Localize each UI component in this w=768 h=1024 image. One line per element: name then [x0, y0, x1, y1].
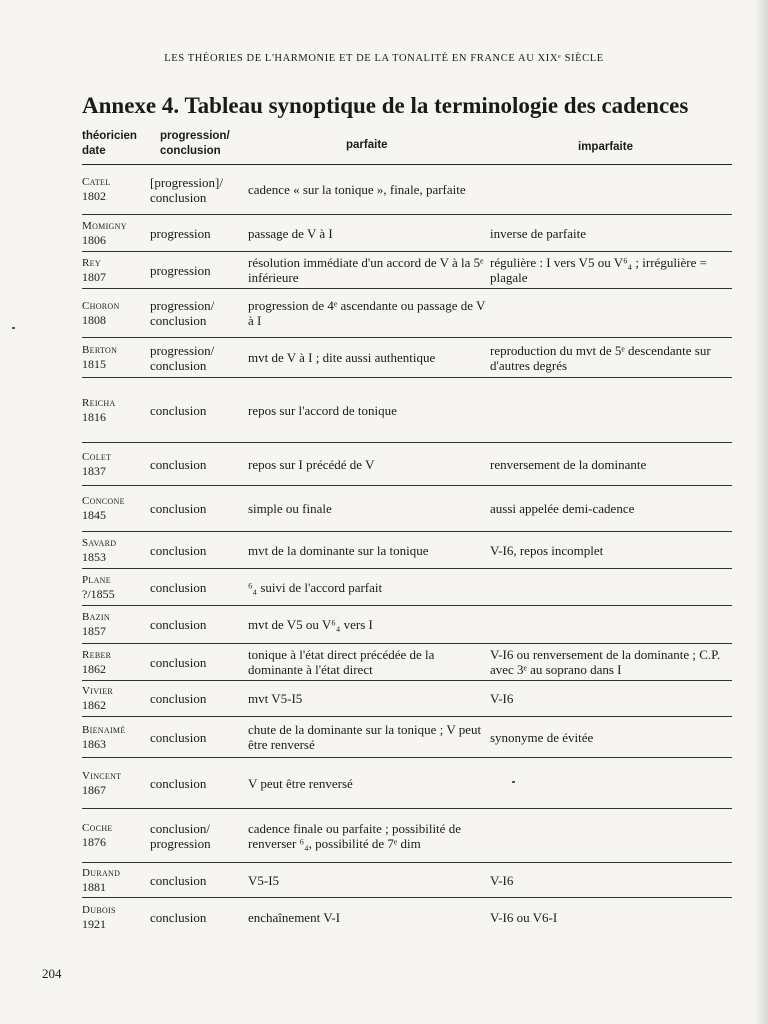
- progression-cell: conclusion: [150, 456, 207, 472]
- parfaite-cell: mvt de la dominante sur la tonique: [248, 542, 429, 558]
- header-imparfaite: imparfaite: [578, 141, 633, 153]
- parfaite-cell: repos sur l'accord de tonique: [248, 402, 397, 418]
- imparfaite-cell: V-I6 ou V6-I: [490, 909, 558, 925]
- theorist-name: Dubois: [82, 903, 116, 916]
- table-row: [82, 863, 732, 898]
- imparfaite-cell: V-I6, repos incomplet: [490, 542, 604, 558]
- parfaite-cell: progression de 4ᵉ ascendante ou passage de V à I: [248, 298, 486, 328]
- theorist-name: Coche: [82, 822, 113, 834]
- theorist-date: 1863: [82, 736, 106, 751]
- imparfaite-cell: V-I6: [490, 691, 514, 706]
- imparfaite-cell: aussi appelée demi-cadence: [490, 501, 635, 516]
- table-row: [82, 644, 732, 681]
- parfaite-cell: mvt de V5 ou V⁶₄ vers I: [248, 617, 373, 632]
- parfaite-cell: tonique à l'état direct précédée de la dominante à l'état direct: [248, 647, 435, 677]
- theorist-name: Momigny: [82, 219, 127, 232]
- table-row: [82, 289, 732, 338]
- theorist-name: Concone: [82, 495, 125, 507]
- progression-cell: conclusion/ progression: [150, 820, 211, 851]
- progression-cell: conclusion: [150, 691, 207, 706]
- theorist-date: 1807: [82, 269, 106, 284]
- table-row: [82, 532, 732, 569]
- parfaite-cell: repos sur I précédé de V: [248, 456, 375, 472]
- theorist-name: Berton: [82, 344, 118, 356]
- imparfaite-cell: V-I6 ou renversement de la dominante ; C.P. avec 3ᵉ au soprano dans I: [490, 647, 721, 677]
- theorist-name: Rey: [82, 256, 101, 269]
- parfaite-cell: mvt V5-I5: [248, 691, 303, 706]
- parfaite-cell: ⁶₄ suivi de l'accord parfait: [248, 579, 383, 595]
- theorist-date: 1802: [82, 189, 106, 203]
- progression-cell: progression/ conclusion: [150, 298, 215, 328]
- theorist-date: 1862: [82, 698, 106, 712]
- table-row: [82, 898, 732, 936]
- table-row: [82, 717, 732, 758]
- table-row: [82, 378, 732, 443]
- imparfaite-cell: [490, 606, 732, 643]
- theorist-name: Catel: [82, 176, 111, 188]
- theorist-date: 1862: [82, 661, 106, 676]
- imparfaite-cell: [490, 809, 732, 862]
- parfaite-cell: passage de V à I: [248, 225, 333, 241]
- table-row: [82, 443, 732, 486]
- scan-speck: [12, 327, 15, 329]
- table-row: [82, 252, 732, 289]
- imparfaite-cell: [490, 165, 732, 214]
- progression-cell: progression: [150, 262, 211, 278]
- progression-cell: conclusion: [150, 729, 207, 745]
- theorist-name: Choron: [82, 299, 120, 312]
- parfaite-cell: V peut être renversé: [248, 775, 353, 791]
- table-row: [82, 486, 732, 532]
- theorist-date: ?/1855: [82, 586, 115, 601]
- header-theoricien-date: théoricien date: [82, 130, 137, 157]
- imparfaite-cell: inverse de parfaite: [490, 225, 587, 241]
- parfaite-cell: mvt de V à I ; dite aussi authentique: [248, 350, 436, 365]
- theorist-date: 1815: [82, 357, 106, 371]
- imparfaite-cell: renversement de la dominante: [490, 456, 647, 472]
- parfaite-cell: V5-I5: [248, 872, 280, 888]
- theorist-date: 1845: [82, 508, 106, 522]
- progression-cell: conclusion: [150, 501, 207, 516]
- theorist-name: Bazin: [82, 611, 110, 623]
- progression-cell: conclusion: [150, 402, 207, 418]
- progression-cell: conclusion: [150, 872, 207, 888]
- parfaite-cell: cadence finale ou parfaite ; possibilité de renverser ⁶₄, possibilité de 7ᵉ dim: [248, 820, 461, 851]
- table-header: [82, 128, 732, 165]
- progression-cell: conclusion: [150, 579, 207, 595]
- theorist-name: Colet: [82, 450, 112, 463]
- theorist-name: Durand: [82, 866, 121, 879]
- imparfaite-cell: V-I6: [490, 872, 514, 888]
- imparfaite-cell: reproduction du mvt de 5ᵉ descendante sur d'autres degrés: [490, 342, 711, 373]
- progression-cell: conclusion: [150, 909, 207, 925]
- theorist-name: Savard: [82, 536, 117, 549]
- table-row: [82, 809, 732, 863]
- theorist-name: Reber: [82, 648, 112, 661]
- imparfaite-cell: [490, 378, 732, 442]
- progression-cell: conclusion: [150, 654, 207, 670]
- table-row: [82, 338, 732, 378]
- theorist-name: Bienaimé: [82, 723, 126, 736]
- imparfaite-cell: synonyme de évitée: [490, 729, 594, 745]
- page-number: 204: [42, 966, 62, 981]
- page-title: Annexe 4. Tableau synoptique de la terminologie des cadences: [82, 93, 689, 118]
- theorist-date: 1808: [82, 312, 106, 327]
- progression-cell: conclusion: [150, 617, 207, 632]
- progression-cell: conclusion: [150, 775, 207, 791]
- imparfaite-cell: [490, 758, 732, 808]
- theorist-date: 1876: [82, 835, 106, 849]
- parfaite-cell: simple ou finale: [248, 501, 332, 516]
- table-row: [82, 215, 732, 252]
- header-parfaite: parfaite: [346, 139, 388, 151]
- imparfaite-cell: [490, 569, 732, 605]
- theorist-date: 1921: [82, 916, 106, 931]
- cadence-table: [82, 128, 732, 936]
- imparfaite-cell: [490, 289, 732, 337]
- parfaite-cell: résolution immédiate d'un accord de V à la 5ᵉ inférieure: [248, 255, 484, 285]
- parfaite-cell: chute de la dominante sur la tonique ; V peut être renversé: [248, 722, 482, 752]
- theorist-date: 1837: [82, 463, 106, 478]
- theorist-name: Plane: [82, 573, 111, 586]
- parfaite-cell: enchaînement V-I: [248, 909, 341, 925]
- imparfaite-cell: régulière : I vers V5 ou V⁶₄ ; irrégulière = plagale: [490, 255, 707, 285]
- theorist-date: 1853: [82, 549, 106, 564]
- theorist-date: 1816: [82, 409, 106, 424]
- parfaite-cell: cadence « sur la tonique », finale, parfaite: [248, 182, 466, 197]
- header-progression-conclusion: progression/ conclusion: [160, 130, 230, 157]
- progression-cell: conclusion: [150, 542, 207, 558]
- progression-cell: progression/ conclusion: [150, 342, 215, 373]
- table-row: [82, 758, 732, 809]
- theorist-name: Reicha: [82, 396, 116, 409]
- theorist-date: 1867: [82, 782, 106, 797]
- table-row: [82, 681, 732, 717]
- table-row: [82, 165, 732, 215]
- progression-cell: [progression]/ conclusion: [150, 174, 223, 205]
- theorist-date: 1857: [82, 624, 106, 638]
- theorist-date: 1806: [82, 232, 106, 247]
- progression-cell: progression: [150, 225, 211, 241]
- theorist-name: Vincent: [82, 769, 122, 782]
- page-edge-shadow: [754, 0, 768, 1024]
- table-row: [82, 606, 732, 644]
- theorist-date: 1881: [82, 879, 106, 894]
- table-row: [82, 569, 732, 606]
- theorist-name: Vivier: [82, 685, 114, 697]
- running-head: LES THÉORIES DE L'HARMONIE ET DE LA TONALITÉ EN FRANCE AU XIXᵉ SIÈCLE: [164, 53, 604, 64]
